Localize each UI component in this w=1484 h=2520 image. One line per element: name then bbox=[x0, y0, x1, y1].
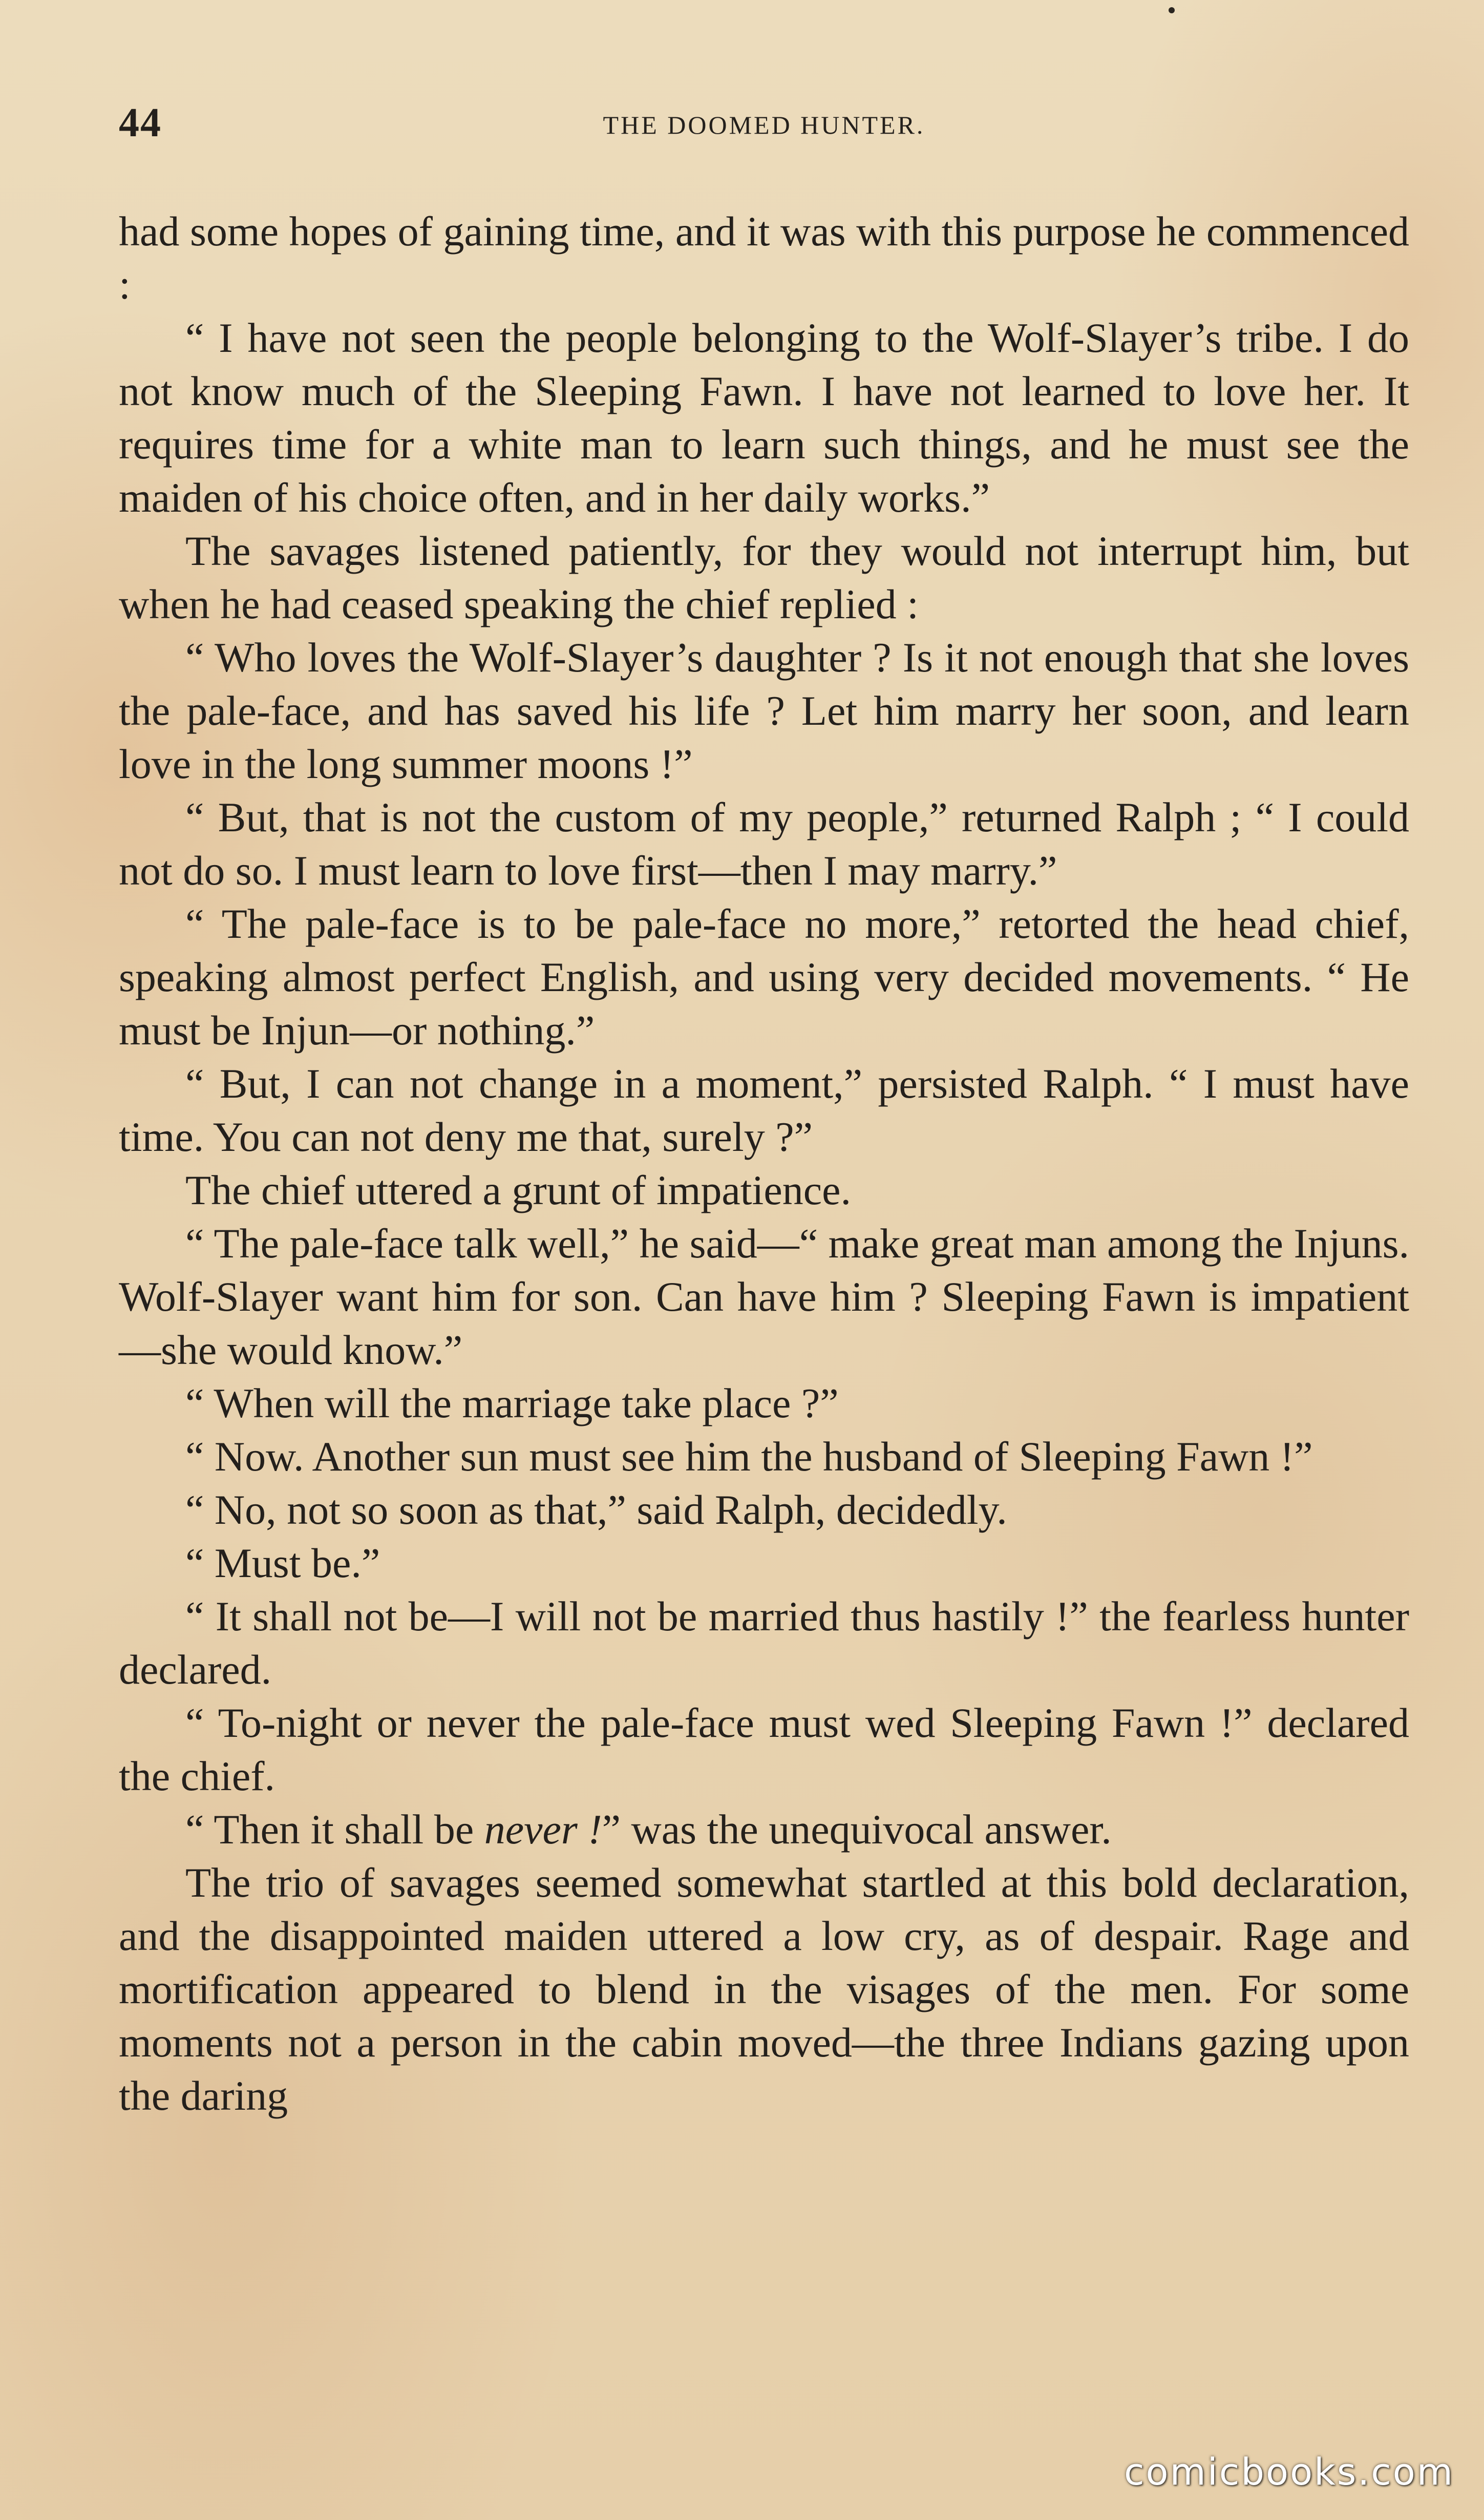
paragraph bbox=[119, 1803, 1409, 1856]
emphasis-text: never ! bbox=[484, 1806, 602, 1853]
paragraph: “ The pale-face is to be pale-face no more,” retorted the head chief, speaking almost perfect English, and using very decided movements. “ He must be Injun—or nothing.” bbox=[119, 900, 1409, 1054]
paragraph: “ To-night or never the pale-face must wed Sleeping Fawn !” declared the chief. bbox=[119, 1699, 1409, 1799]
paragraph: “ Now. Another sun must see him the husband of Sleeping Fawn !” bbox=[185, 1433, 1313, 1480]
paragraph: “ But, I can not change in a moment,” persisted Ralph. “ I must have time. You can not deny me that, surely ?” bbox=[119, 1060, 1409, 1160]
watermark: comicbooks.com bbox=[1123, 2450, 1454, 2493]
paragraph: The savages listened patiently, for they would not interrupt him, but when he had ceased speaking the chief replied : bbox=[119, 528, 1409, 627]
paragraph: “ I have not seen the people belonging to the Wolf-Slayer’s tribe. I do not know much of the Sleeping Fawn. I have not learned to love her. It requires time for a white man to learn such things, and he must see the maiden of his choice often, and in her daily works.” bbox=[119, 314, 1409, 521]
paragraph-text: “ Then it shall be bbox=[185, 1806, 484, 1853]
page-number: 44 bbox=[119, 100, 162, 145]
paragraph-text: ” was the unequivocal answer. bbox=[602, 1806, 1112, 1853]
paragraph: “ Who loves the Wolf-Slayer’s daughter ? Is it not enough that she loves the pale-face, and has saved his life ? Let him marry her soon, and learn love in the long summer moons !” bbox=[119, 634, 1409, 787]
paragraph: The trio of savages seemed somewhat startled at this bold declaration, and the disappointed maiden uttered a low cry, as of despair. Rage and mortification appeared to blend in the visages of the men. For some moments not a person in the cabin moved—the three Indians gazing upon the daring bbox=[119, 1859, 1409, 2119]
paragraph: “ The pale-face talk well,” he said—“ make great man among the Injuns. Wolf-Slayer want him for son. Can have him ? Sleeping Fawn is impatient—she would know.” bbox=[119, 1220, 1409, 1373]
paragraph: “ No, not so soon as that,” said Ralph, decidedly. bbox=[185, 1486, 1007, 1533]
running-title: THE DOOMED HUNTER. bbox=[603, 111, 925, 139]
page-header bbox=[119, 100, 1409, 146]
paragraph: had some hopes of gaining time, and it was with this purpose he commenced : bbox=[119, 208, 1409, 308]
paragraph: “ It shall not be—I will not be married thus hastily !” the fearless hunter declared. bbox=[119, 1593, 1409, 1693]
paragraph: “ When will the marriage take place ?” bbox=[185, 1380, 839, 1426]
paragraph: The chief uttered a grunt of impatience. bbox=[185, 1167, 852, 1213]
paragraph: “ Must be.” bbox=[185, 1540, 380, 1586]
paragraph: “ But, that is not the custom of my people,” returned Ralph ; “ I could not do so. I must learn to love first—then I may marry.” bbox=[119, 794, 1409, 894]
body-text bbox=[119, 205, 1409, 2123]
ink-fleck bbox=[1169, 7, 1175, 13]
